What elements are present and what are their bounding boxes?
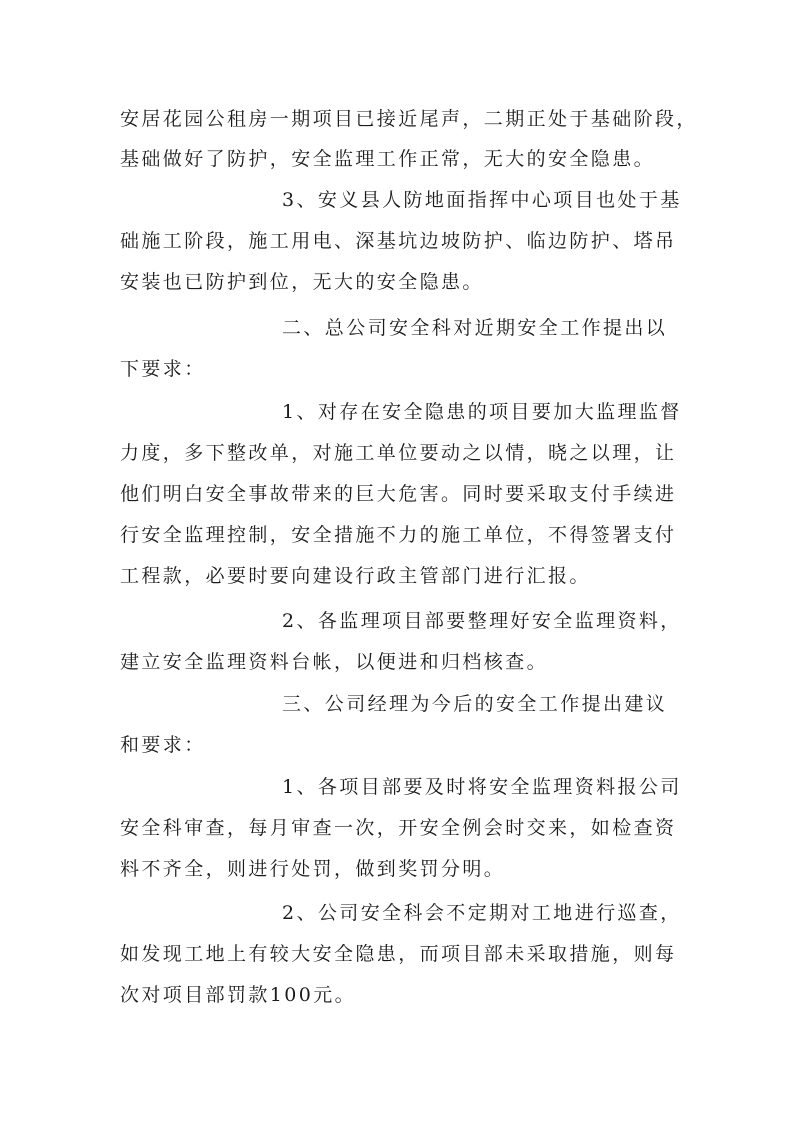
text-line: 下要求： bbox=[120, 358, 206, 380]
text-line: 安装也已防护到位，无大的安全隐患。 bbox=[120, 271, 484, 293]
text-line: 行安全监理控制，安全措施不力的施工单位，不得签署支付 bbox=[120, 524, 677, 546]
text-line: 安居花园公租房一期项目已接近尾声，二期正处于基础阶段， bbox=[120, 108, 698, 130]
text-line: 料不齐全，则进行处罚，做到奖罚分明。 bbox=[120, 858, 506, 880]
text-line: 建立安全监理资料台帐，以便进和归档核查。 bbox=[120, 651, 549, 673]
text-line: 2、公司安全科会不定期对工地进行巡查， bbox=[282, 902, 682, 924]
text-line: 次对项目部罚款100元。 bbox=[120, 984, 357, 1006]
section-heading: 三、公司经理为今后的安全工作提出建议 bbox=[282, 693, 668, 715]
text-line: 1、对存在安全隐患的项目要加大监理监督 bbox=[282, 401, 682, 423]
text-line: 如发现工地上有较大安全隐患，而项目部未采取措施，则每 bbox=[120, 943, 677, 965]
text-line: 安全科审查，每月审查一次，开安全例会时交来，如检查资 bbox=[120, 817, 677, 839]
text-line: 2、各监理项目部要整理好安全监理资料， bbox=[282, 610, 682, 632]
text-line: 他们明白安全事故带来的巨大危害。同时要采取支付手续进 bbox=[120, 483, 677, 505]
text-line: 1、各项目部要及时将安全监理资料报公司 bbox=[282, 776, 682, 798]
section-heading: 二、总公司安全科对近期安全工作提出以 bbox=[282, 317, 668, 339]
text-line: 3、安义县人防地面指挥中心项目也处于基 bbox=[282, 189, 682, 211]
text-line: 工程款，必要时要向建设行政主管部门进行汇报。 bbox=[120, 565, 591, 587]
text-line: 基础做好了防护，安全监理工作正常，无大的安全隐患。 bbox=[120, 148, 656, 170]
text-line: 和要求： bbox=[120, 734, 206, 756]
text-line: 础施工阶段，施工用电、深基坑边坡防护、临边防护、塔吊 bbox=[120, 230, 677, 252]
text-line: 力度，多下整改单，对施工单位要动之以情，晓之以理，让 bbox=[120, 442, 677, 464]
